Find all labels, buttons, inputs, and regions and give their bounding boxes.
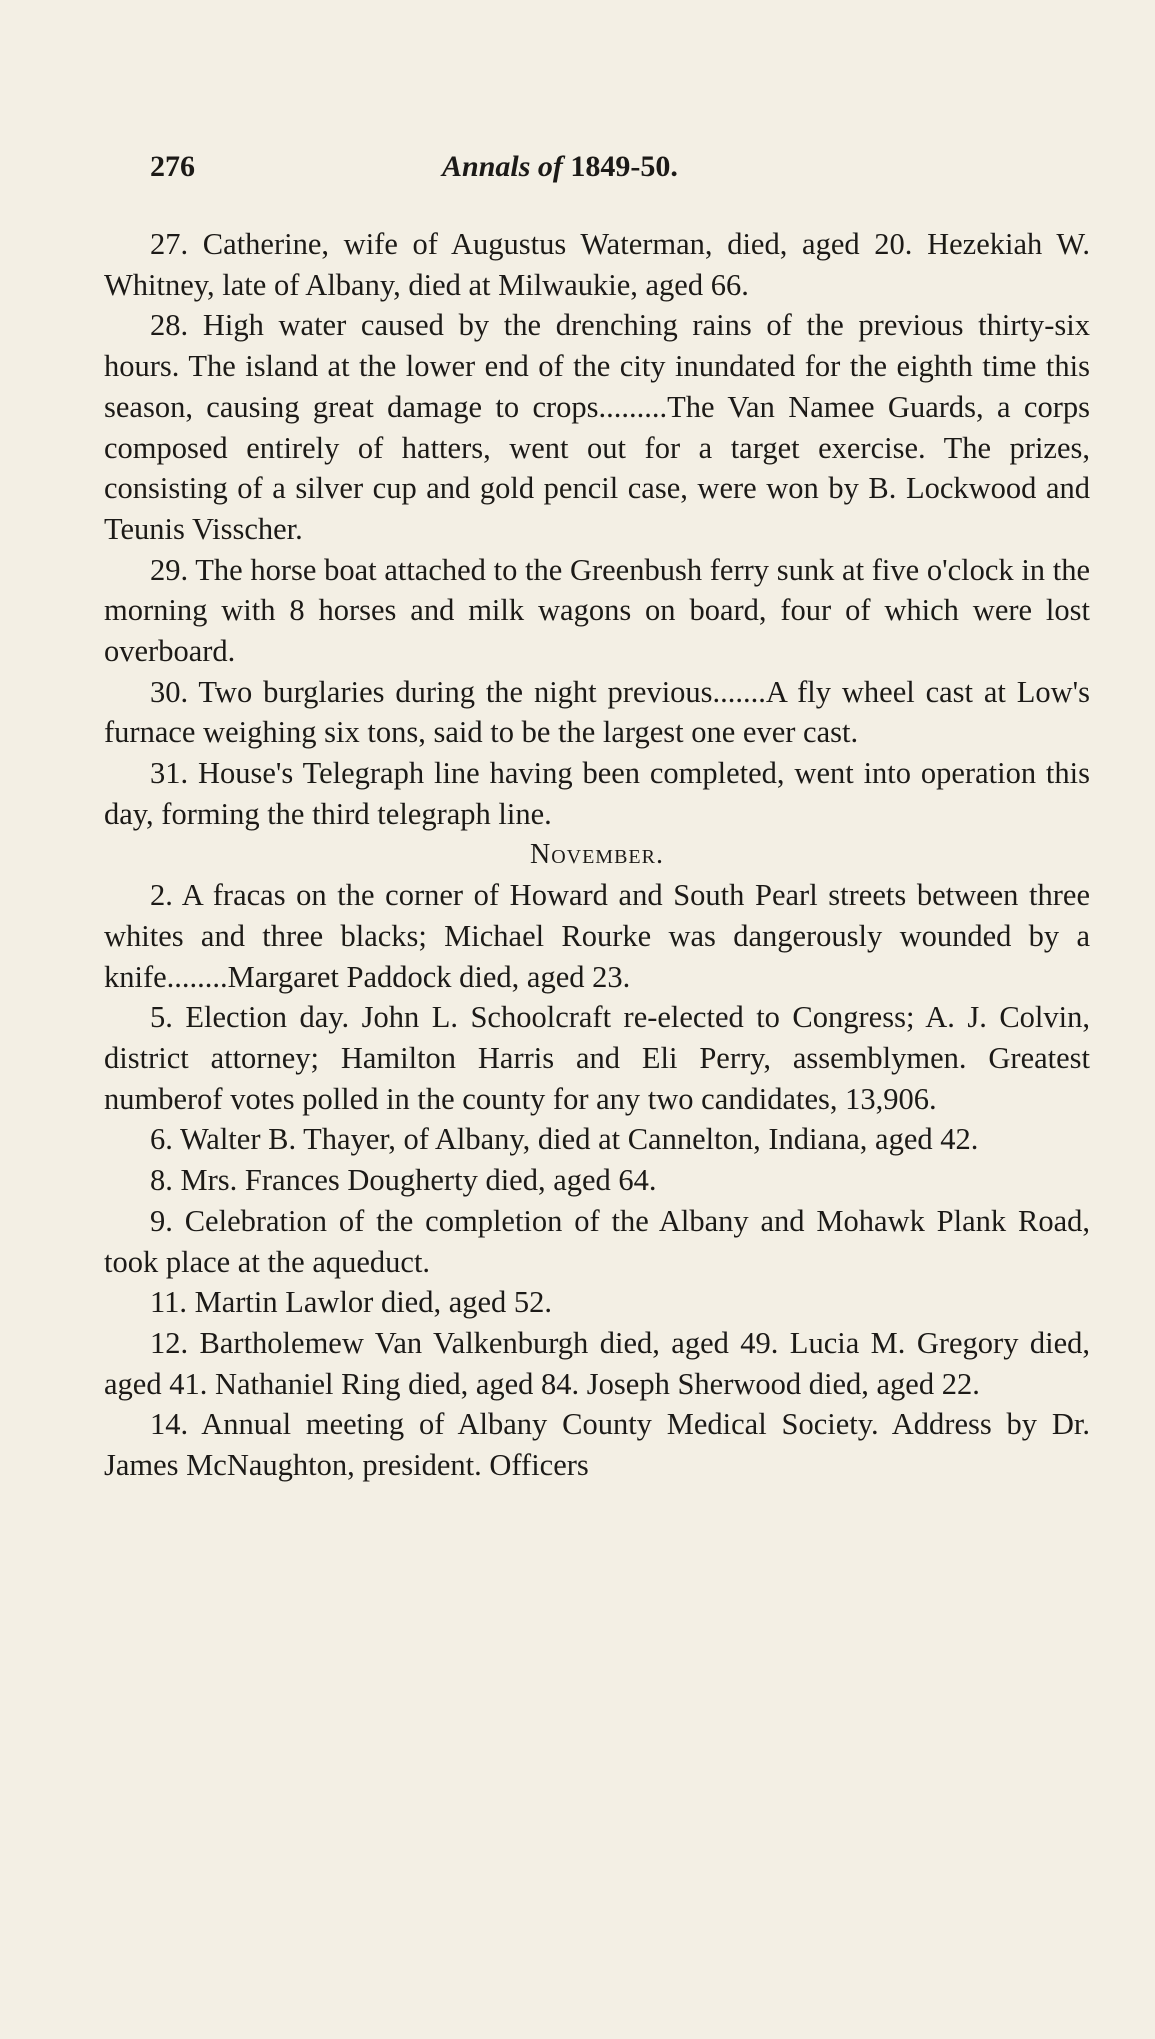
entry-nov-5: 5. Election day. John L. Schoolcraft re-elected to Congress; A. J. Colvin, district attorney; Hamilton Harris and Eli Perry, assemblymen. Greatest numberof votes polled in the county for any two candidates, 13,906. <box>104 1000 1090 1116</box>
entry-27: 27. Catherine, wife of Augustus Waterman, died, aged 20. Hezekiah W. Whitney, late of Albany, died at Milwaukie, aged 66. <box>104 227 1090 302</box>
page-number: 276 <box>150 150 195 183</box>
section-heading-november: November. <box>529 838 664 870</box>
entry-nov-12: 12. Bartholemew Van Valkenburgh died, aged 49. Lucia M. Gregory died, aged 41. Nathaniel Ring died, aged 84. Joseph Sherwood died, aged 22. <box>104 1325 1090 1401</box>
entry-nov-11: 11. Martin Lawlor died, aged 52. <box>150 1285 553 1320</box>
entry-28: 28. High water caused by the drenching rains of the previous thirty-six hours. The island at the lower end of the city inundated for the eighth time this season, causing great damage to crops.........The Van Namee Guards, a corps composed entirely of hatters, went out for a target exercise. The prizes, consisting of a silver cup and gold pencil case, were won by B. Lockwood and Teunis Visscher. <box>104 308 1090 546</box>
running-head-of: of <box>537 150 563 183</box>
page-header <box>150 150 1090 194</box>
entry-nov-9: 9. Celebration of the completion of the Albany and Mohawk Plank Road, took place at the aqueduct. <box>104 1203 1090 1279</box>
entry-nov-8: 8. Mrs. Frances Dougherty died, aged 64. <box>150 1163 657 1198</box>
running-head-years: 1849-50. <box>570 150 678 183</box>
entry-nov-6: 6. Walter B. Thayer, of Albany, died at Cannelton, Indiana, aged 42. <box>150 1122 979 1157</box>
entry-29: 29. The horse boat attached to the Greenbush ferry sunk at five o'clock in the morning with 8 horses and milk wagons on board, four of which were lost overboard. <box>104 552 1090 669</box>
entry-30: 30. Two burglaries during the night previous.......A fly wheel cast at Low's furnace weighing six tons, said to be the largest one ever cast. <box>104 674 1090 750</box>
running-head <box>442 150 678 184</box>
entry-nov-14: 14. Annual meeting of Albany County Medical Society. Address by Dr. James McNaughton, president. Officers <box>104 1407 1090 1483</box>
page-body <box>104 224 1090 1486</box>
running-head-annals: Annals <box>442 150 531 183</box>
entry-31: 31. House's Telegraph line having been completed, went into operation this day, forming the third telegraph line. <box>104 756 1090 831</box>
entry-nov-2: 2. A fracas on the corner of Howard and South Pearl streets between three whites and three blacks; Michael Rourke was dangerously wounded by a knife........Margaret Paddock died, aged 23. <box>104 878 1090 994</box>
